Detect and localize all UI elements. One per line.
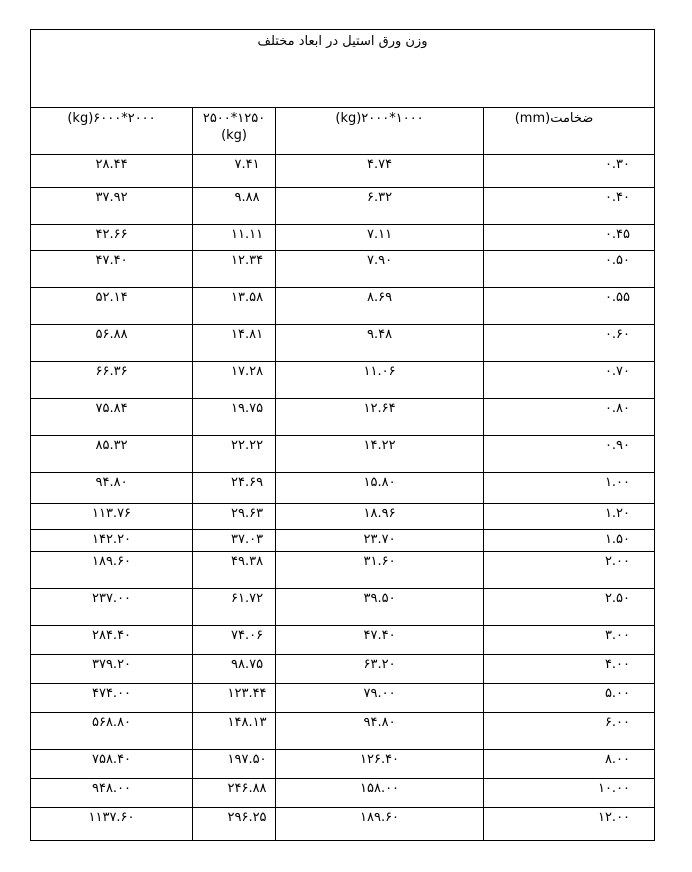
header-2500x1250: ۲۵۰۰*۱۲۵۰ (kg) <box>193 108 276 155</box>
cell-thickness: ۵.۰۰ <box>484 684 655 713</box>
cell-2000x1000: ۱۲.۶۴ <box>276 399 484 436</box>
cell-thickness: ۰.۴۰ <box>484 188 655 225</box>
cell-2000x1000: ۱۸۹.۶۰ <box>276 808 484 841</box>
cell-2500x1250: ۲۴۶.۸۸ <box>193 779 276 808</box>
table-row <box>31 589 655 626</box>
cell-2000x1000: ۱۵.۸۰ <box>276 473 484 504</box>
table-row <box>31 436 655 473</box>
cell-6000x2000: ۴۷۴.۰۰ <box>31 684 193 713</box>
cell-2500x1250: ۶۱.۷۲ <box>193 589 276 626</box>
header-6000x2000: (kg)۶۰۰۰*۲۰۰۰ <box>31 108 193 155</box>
cell-thickness: ۶.۰۰ <box>484 713 655 750</box>
cell-2000x1000: ۱۸.۹۶ <box>276 504 484 530</box>
cell-6000x2000: ۱۱۳.۷۶ <box>31 504 193 530</box>
table-row <box>31 530 655 552</box>
table-row <box>31 713 655 750</box>
cell-2500x1250: ۱۱.۱۱ <box>193 225 276 251</box>
cell-6000x2000: ۹۴۸.۰۰ <box>31 779 193 808</box>
cell-6000x2000: ۴۷.۴۰ <box>31 251 193 288</box>
cell-6000x2000: ۶۶.۳۶ <box>31 362 193 399</box>
cell-2500x1250: ۲۹۶.۲۵ <box>193 808 276 841</box>
cell-2500x1250: ۱۹.۷۵ <box>193 399 276 436</box>
cell-thickness: ۰.۹۰ <box>484 436 655 473</box>
cell-2500x1250: ۲۹.۶۳ <box>193 504 276 530</box>
cell-2000x1000: ۸.۶۹ <box>276 288 484 325</box>
table-row <box>31 473 655 504</box>
table-title: وزن ورق استیل در ابعاد مختلف <box>31 30 655 108</box>
cell-2500x1250: ۲۴.۶۹ <box>193 473 276 504</box>
cell-2500x1250: ۱۴۸.۱۳ <box>193 713 276 750</box>
cell-2500x1250: ۱۲.۳۴ <box>193 251 276 288</box>
cell-6000x2000: ۳۷۹.۲۰ <box>31 655 193 684</box>
cell-thickness: ۱۲.۰۰ <box>484 808 655 841</box>
cell-6000x2000: ۵۶.۸۸ <box>31 325 193 362</box>
cell-2500x1250: ۳۷.۰۳ <box>193 530 276 552</box>
table-body <box>31 155 655 841</box>
cell-2000x1000: ۱۱.۰۶ <box>276 362 484 399</box>
cell-6000x2000: ۸۵.۳۲ <box>31 436 193 473</box>
table-row <box>31 251 655 288</box>
cell-thickness: ۰.۸۰ <box>484 399 655 436</box>
cell-thickness: ۰.۳۰ <box>484 155 655 188</box>
table-row <box>31 655 655 684</box>
table-row <box>31 808 655 841</box>
cell-2000x1000: ۶.۳۲ <box>276 188 484 225</box>
cell-2000x1000: ۷۹.۰۰ <box>276 684 484 713</box>
steel-sheet-weight-table <box>30 29 655 841</box>
cell-2500x1250: ۹۸.۷۵ <box>193 655 276 684</box>
cell-6000x2000: ۷۵۸.۴۰ <box>31 750 193 779</box>
cell-thickness: ۳.۰۰ <box>484 626 655 655</box>
table-row <box>31 626 655 655</box>
cell-6000x2000: ۴۲.۶۶ <box>31 225 193 251</box>
cell-thickness: ۴.۰۰ <box>484 655 655 684</box>
header-row <box>31 108 655 155</box>
cell-thickness: ۸.۰۰ <box>484 750 655 779</box>
cell-2500x1250: ۱۷.۲۸ <box>193 362 276 399</box>
cell-6000x2000: ۲۸.۴۴ <box>31 155 193 188</box>
table-row <box>31 552 655 589</box>
cell-2000x1000: ۷.۹۰ <box>276 251 484 288</box>
cell-2000x1000: ۲۳.۷۰ <box>276 530 484 552</box>
cell-2500x1250: ۱۹۷.۵۰ <box>193 750 276 779</box>
cell-thickness: ۲.۰۰ <box>484 552 655 589</box>
header-2000x1000: (kg)۲۰۰۰*۱۰۰۰ <box>276 108 484 155</box>
cell-6000x2000: ۱۱۳۷.۶۰ <box>31 808 193 841</box>
cell-2000x1000: ۴۷.۴۰ <box>276 626 484 655</box>
cell-2500x1250: ۱۳.۵۸ <box>193 288 276 325</box>
cell-thickness: ۰.۵۰ <box>484 251 655 288</box>
cell-2500x1250: ۷۴.۰۶ <box>193 626 276 655</box>
cell-thickness: ۰.۷۰ <box>484 362 655 399</box>
cell-thickness: ۱.۰۰ <box>484 473 655 504</box>
cell-2000x1000: ۱۵۸.۰۰ <box>276 779 484 808</box>
table-row <box>31 750 655 779</box>
cell-2500x1250: ۱۲۳.۴۴ <box>193 684 276 713</box>
cell-thickness: ۰.۴۵ <box>484 225 655 251</box>
cell-2500x1250: ۲۲.۲۲ <box>193 436 276 473</box>
cell-2000x1000: ۳۹.۵۰ <box>276 589 484 626</box>
table-row <box>31 325 655 362</box>
cell-thickness: ۱.۵۰ <box>484 530 655 552</box>
cell-6000x2000: ۱۸۹.۶۰ <box>31 552 193 589</box>
table-row <box>31 684 655 713</box>
cell-thickness: ۰.۵۵ <box>484 288 655 325</box>
cell-2000x1000: ۴.۷۴ <box>276 155 484 188</box>
cell-thickness: ۱.۲۰ <box>484 504 655 530</box>
cell-6000x2000: ۷۵.۸۴ <box>31 399 193 436</box>
cell-thickness: ۰.۶۰ <box>484 325 655 362</box>
cell-6000x2000: ۹۴.۸۰ <box>31 473 193 504</box>
cell-2000x1000: ۶۳.۲۰ <box>276 655 484 684</box>
table-row <box>31 399 655 436</box>
cell-2500x1250: ۹.۸۸ <box>193 188 276 225</box>
cell-2000x1000: ۹۴.۸۰ <box>276 713 484 750</box>
cell-6000x2000: ۳۷.۹۲ <box>31 188 193 225</box>
cell-thickness: ۱۰.۰۰ <box>484 779 655 808</box>
cell-6000x2000: ۵۶۸.۸۰ <box>31 713 193 750</box>
cell-thickness: ۲.۵۰ <box>484 589 655 626</box>
table-row <box>31 779 655 808</box>
cell-2500x1250: ۱۴.۸۱ <box>193 325 276 362</box>
cell-2000x1000: ۳۱.۶۰ <box>276 552 484 589</box>
cell-6000x2000: ۲۳۷.۰۰ <box>31 589 193 626</box>
table-row <box>31 155 655 188</box>
cell-2000x1000: ۱۴.۲۲ <box>276 436 484 473</box>
table-row <box>31 362 655 399</box>
cell-2000x1000: ۷.۱۱ <box>276 225 484 251</box>
cell-2500x1250: ۴۹.۳۸ <box>193 552 276 589</box>
cell-2000x1000: ۱۲۶.۴۰ <box>276 750 484 779</box>
table-row <box>31 188 655 225</box>
cell-6000x2000: ۲۸۴.۴۰ <box>31 626 193 655</box>
table-row <box>31 504 655 530</box>
cell-6000x2000: ۵۲.۱۴ <box>31 288 193 325</box>
cell-6000x2000: ۱۴۲.۲۰ <box>31 530 193 552</box>
cell-2500x1250: ۷.۴۱ <box>193 155 276 188</box>
header-thickness: ضخامت(mm) <box>484 108 655 155</box>
cell-2000x1000: ۹.۴۸ <box>276 325 484 362</box>
table-row <box>31 288 655 325</box>
table-row <box>31 225 655 251</box>
